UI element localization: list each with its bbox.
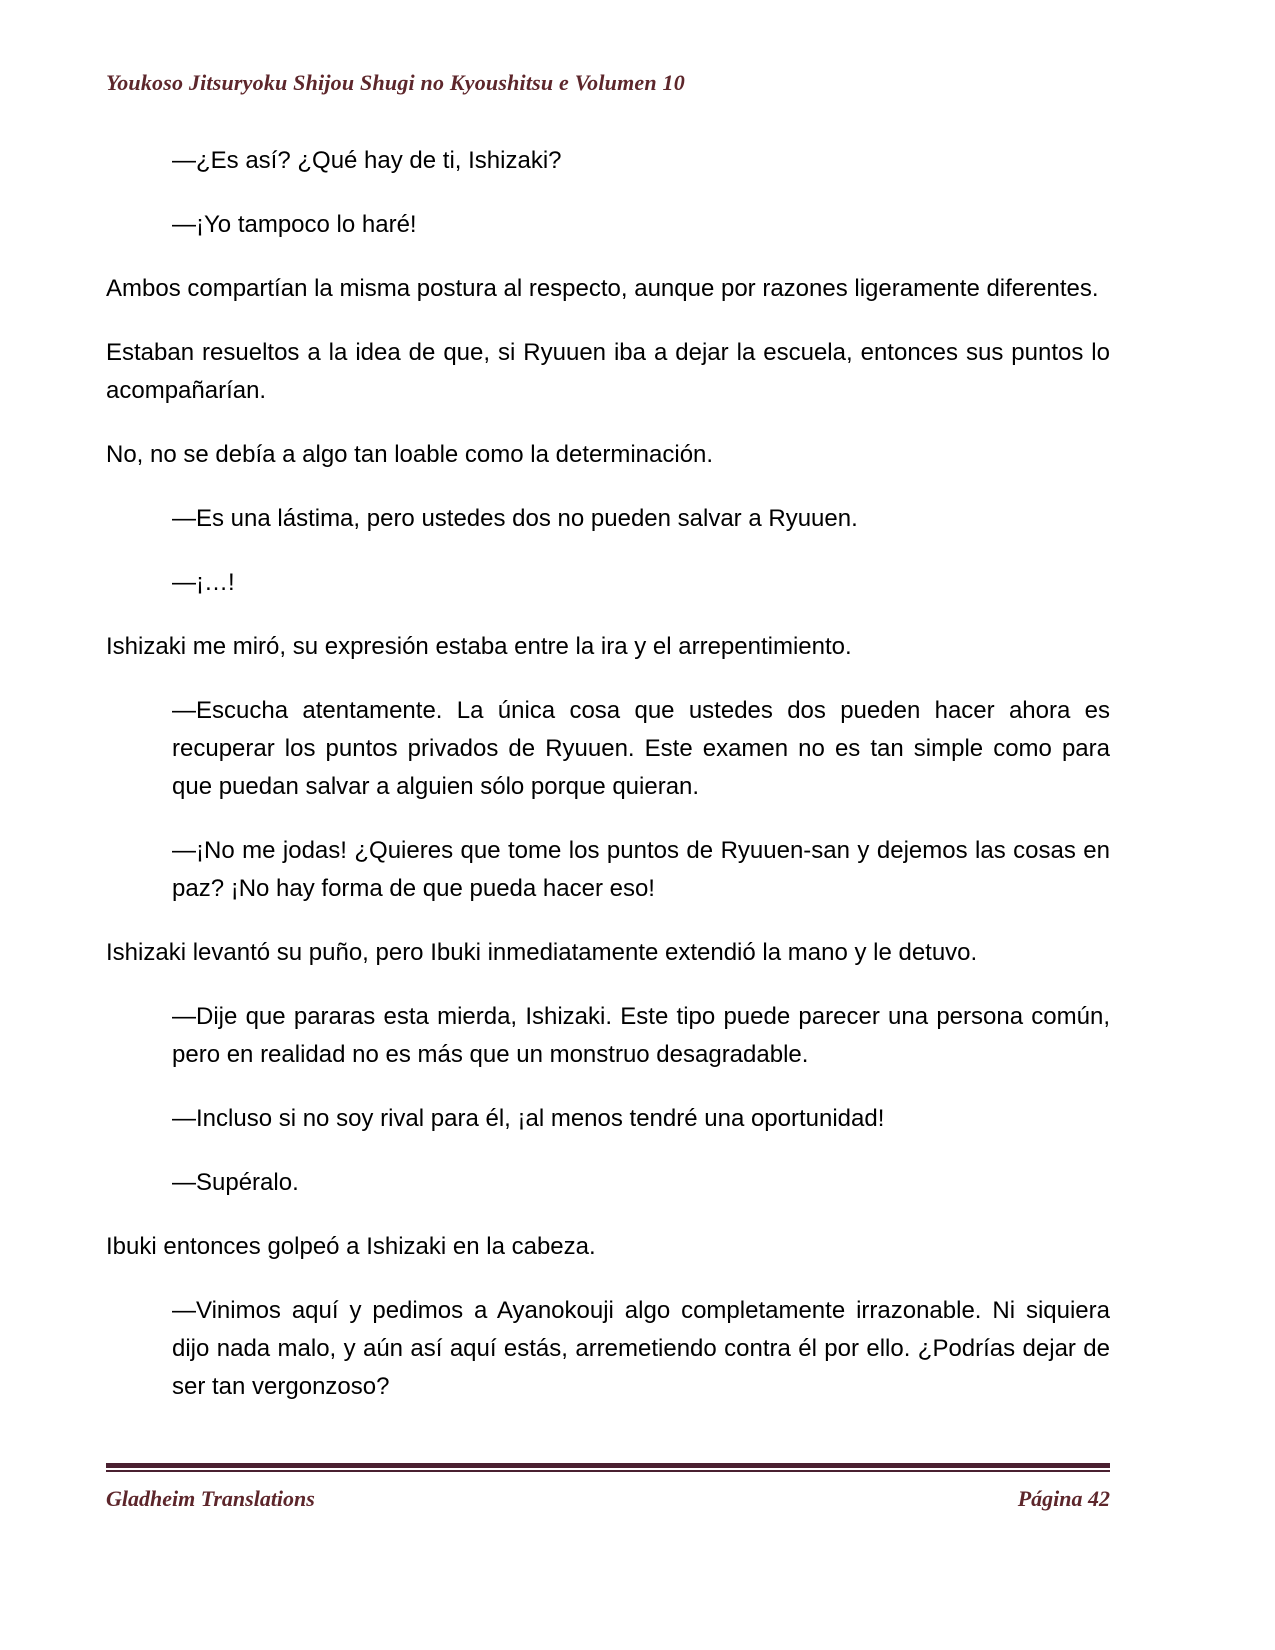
page-body <box>106 142 1110 1463</box>
narration-paragraph: Ibuki entonces golpeó a Ishizaki en la cabeza. <box>106 1233 596 1260</box>
dialogue-paragraph: —Supéralo. <box>172 1169 299 1196</box>
dialogue-paragraph: —Escucha atentamente. La única cosa que ustedes dos pueden hacer ahora es recuperar los puntos privados de Ryuuen. Este examen no es tan simple como para que puedan salvar a alguien sólo porque quieran. <box>172 697 1110 800</box>
dialogue-paragraph: —¡…! <box>172 569 235 596</box>
page-header-title: Youkoso Jitsuryoku Shijou Shugi no Kyoushitsu e Volumen 10 <box>106 70 685 95</box>
narration-paragraph: Ishizaki levantó su puño, pero Ibuki inmediatamente extendió la mano y le detuvo. <box>106 939 978 966</box>
dialogue-paragraph: —¡No me jodas! ¿Quieres que tome los puntos de Ryuuen-san y dejemos las cosas en paz? ¡No hay forma de que pueda hacer eso! <box>172 837 1110 902</box>
footer-rule-thick <box>106 1463 1110 1468</box>
dialogue-paragraph: —¡Yo tampoco lo haré! <box>172 211 417 238</box>
narration-paragraph: No, no se debía a algo tan loable como la determinación. <box>106 441 714 468</box>
narration-paragraph: Ishizaki me miró, su expresión estaba entre la ira y el arrepentimiento. <box>106 633 852 660</box>
dialogue-paragraph: —Es una lástima, pero ustedes dos no pueden salvar a Ryuuen. <box>172 505 858 532</box>
footer-rule-thin <box>106 1470 1110 1472</box>
footer-page-number: Página 42 <box>1017 1486 1110 1511</box>
narration-paragraph: Ambos compartían la misma postura al respecto, aunque por razones ligeramente diferentes. <box>106 275 1099 302</box>
dialogue-paragraph: —¿Es así? ¿Qué hay de ti, Ishizaki? <box>172 147 562 174</box>
dialogue-paragraph: —Dije que pararas esta mierda, Ishizaki. Este tipo puede parecer una persona común, pero en realidad no es más que un monstruo desagradable. <box>172 1003 1110 1068</box>
dialogue-paragraph: —Vinimos aquí y pedimos a Ayanokouji algo completamente irrazonable. Ni siquiera dijo nada malo, y aún así aquí estás, arremetiendo contra él por ello. ¿Podrías dejar de ser tan vergonzoso? <box>172 1297 1110 1400</box>
narration-paragraph: Estaban resueltos a la idea de que, si Ryuuen iba a dejar la escuela, entonces sus puntos lo acompañarían. <box>106 339 1110 404</box>
footer-translator-credit: Gladheim Translations <box>106 1486 315 1511</box>
dialogue-paragraph: —Incluso si no soy rival para él, ¡al menos tendré una oportunidad! <box>172 1105 885 1132</box>
page-footer <box>106 1463 1110 1512</box>
